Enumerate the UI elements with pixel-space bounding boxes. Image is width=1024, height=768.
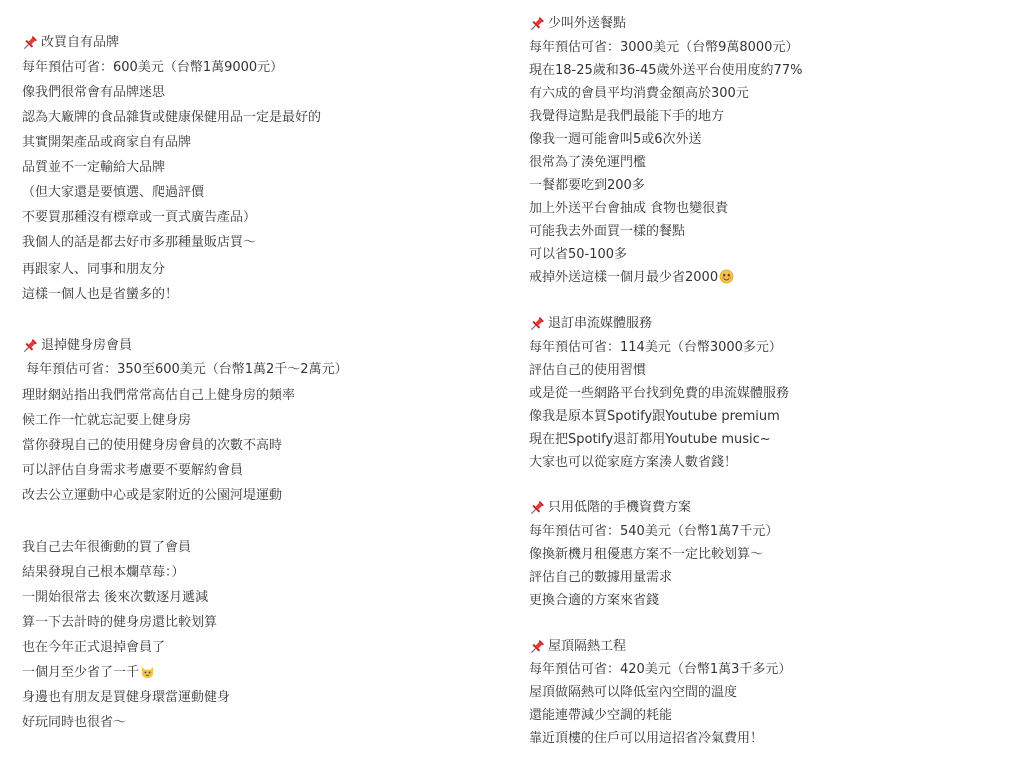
text-line: 每年預估可省：350至600美元（台幣1萬2千～2萬元） — [22, 362, 348, 377]
section-title: 改買自有品牌 — [41, 35, 120, 50]
text-line: 改去公立運動中心或是家附近的公園河堤運動 — [22, 488, 283, 503]
text-line: 像我一週可能會叫5或6次外送 — [529, 132, 702, 147]
text-line: 我自己去年很衝動的買了會員 — [22, 540, 192, 555]
pushpin-icon — [22, 338, 38, 354]
text-line: 認為大廠牌的食品雜貨或健康保健用品一定是最好的 — [22, 110, 322, 125]
text-line: 加上外送平台會抽成 食物也變很貴 — [529, 201, 729, 216]
text-line: 也在今年正式退掉會員了 — [22, 640, 166, 655]
text-segment: 一個月至少省了一千 — [22, 665, 140, 680]
text-line: （但大家還是要慎選、爬過評價 — [22, 185, 205, 200]
text-line: 像我們很常會有品牌迷思 — [22, 85, 166, 100]
text-line: 每年預估可省：114美元（台幣3000多元） — [529, 340, 782, 355]
section-heading-gym — [22, 337, 132, 355]
text-line: 其實開架產品或商家自有品牌 — [22, 135, 192, 150]
text-line: 不要買那種沒有標章或一頁式廣告產品） — [22, 210, 257, 225]
text-segment: 戒掉外送這樣一個月最少省2000 — [529, 270, 719, 285]
text-line: 屋頂做隔熱可以降低室內空間的溫度 — [529, 685, 738, 700]
text-line: 我個人的話是都去好市多那種量販店買～ — [22, 235, 257, 250]
section-title: 屋頂隔熱工程 — [548, 639, 627, 654]
text-line-with-emoji — [529, 269, 734, 287]
text-line: 這樣一個人也是省蠻多的！ — [22, 287, 179, 302]
section-title: 退掉健身房會員 — [41, 338, 133, 353]
cat-face-icon — [140, 664, 155, 679]
pushpin-icon — [529, 639, 545, 655]
text-line: 每年預估可省：600美元（台幣1萬9000元） — [22, 60, 284, 75]
text-line: 還能連帶減少空調的耗能 — [529, 708, 673, 723]
text-line: 靠近頂樓的住戶可以用這招省冷氣費用！ — [529, 731, 764, 746]
text-line: 再跟家人、同事和朋友分 — [22, 262, 166, 277]
text-line: 好玩同時也很省～ — [22, 715, 127, 730]
text-line: 品質並不一定輸給大品牌 — [22, 160, 166, 175]
text-line: 很常為了湊免運門檻 — [529, 155, 647, 170]
text-line: 身邊也有朋友是買健身環當運動健身 — [22, 690, 231, 705]
section-title: 只用低階的手機資費方案 — [548, 500, 692, 515]
text-line: 評估自己的使用習慣 — [529, 363, 647, 378]
text-line: 算一下去計時的健身房還比較划算 — [22, 615, 218, 630]
smiling-face-icon — [719, 269, 734, 284]
text-line: 可以省50-100多 — [529, 247, 628, 262]
pushpin-icon — [529, 500, 545, 516]
text-line: 每年預估可省：420美元（台幣1萬3千多元） — [529, 662, 792, 677]
section-heading-streaming — [529, 315, 652, 333]
text-line: 更換合適的方案來省錢 — [529, 593, 660, 608]
pushpin-icon — [22, 35, 38, 51]
text-line: 每年預估可省：3000美元（台幣9萬8000元） — [529, 40, 799, 55]
section-heading-roof-insulation — [529, 638, 626, 656]
text-line: 像我是原本買Spotify跟Youtube premium — [529, 409, 780, 424]
text-line: 理財網站指出我們常常高估自己上健身房的頻率 — [22, 388, 296, 403]
text-line: 我覺得這點是我們最能下手的地方 — [529, 109, 725, 124]
section-heading-phone-plan — [529, 499, 691, 517]
text-line: 每年預估可省：540美元（台幣1萬7千元） — [529, 524, 779, 539]
text-line: 可能我去外面買一樣的餐點 — [529, 224, 686, 239]
section-heading-delivery — [529, 15, 626, 33]
text-line: 有六成的會員平均消費金額高於300元 — [529, 86, 749, 101]
text-line: 或是從一些網路平台找到免費的串流媒體服務 — [529, 386, 790, 401]
section-title: 退訂串流媒體服務 — [548, 316, 653, 331]
text-line: 結果發現自己根本爛草莓：） — [22, 565, 185, 580]
text-line: 一餐都要吃到200多 — [529, 178, 645, 193]
text-line: 現在把Spotify退訂都用Youtube music~ — [529, 432, 771, 447]
pushpin-icon — [529, 316, 545, 332]
text-line: 當你發現自己的使用健身房會員的次數不高時 — [22, 438, 283, 453]
text-line: 大家也可以從家庭方案湊人數省錢！ — [529, 455, 738, 470]
text-line: 可以評估自身需求考慮要不要解約會員 — [22, 463, 244, 478]
text-line: 現在18-25歲和36-45歲外送平台使用度約77% — [529, 63, 803, 78]
text-line: 一開始很常去 後來次數逐月遞減 — [22, 590, 209, 605]
text-line: 候工作一忙就忘記要上健身房 — [22, 413, 192, 428]
text-line: 評估自己的數據用量需求 — [529, 570, 673, 585]
pushpin-icon — [529, 16, 545, 32]
text-line-with-emoji — [22, 664, 155, 682]
section-title: 少叫外送餐點 — [548, 16, 627, 31]
section-heading-own-brand — [22, 34, 119, 52]
text-line: 像換新機月租優惠方案不一定比較划算～ — [529, 547, 764, 562]
